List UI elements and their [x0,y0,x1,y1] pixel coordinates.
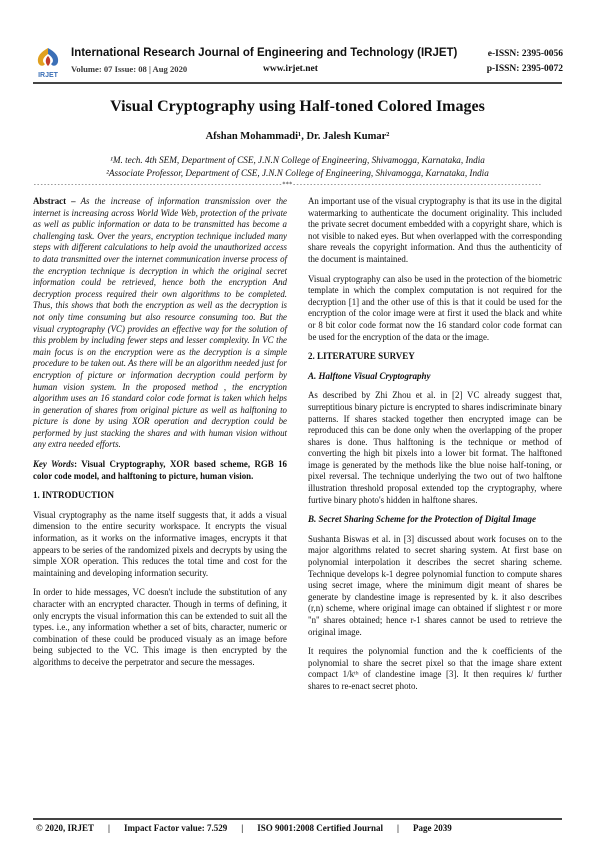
footer-iso: ISO 9001:2008 Certified Journal [257,823,384,833]
logo-text: IRJET [38,72,58,79]
keywords-text: : Visual Cryptography, XOR based scheme, RGB 16 color code model, and halftoning to picture, human vision. [33,459,287,481]
eissn: e-ISSN: 2395-0056 [487,49,563,59]
affiliation-2: ²Associate Professor, Department of CSE, J.N.N College of Engineering, Shivamogga, Karnataka, India [106,168,489,178]
right-column [308,196,562,701]
footer-rule [33,818,562,820]
footer-impact-label: Impact Factor value: [123,823,205,833]
subsection-heading-halftone: A. Halftone Visual Cryptography [308,370,431,381]
secret-sharing-paragraph-2: It requires the polynomial function and the k coefficients of the polynomial to share the secret pixel so that the image share extent compact 1/kᵗʰ of clandestine image [3]. It then requires k/ further shares to re-enact secret photo. [308,646,562,691]
intro-paragraph-2: In order to hide messages, VC doesn't include the substitution of any character with an encrypted character. Though in terms of defining, it only encrypts the visual information this can be extended to suit all the types. i.e., any information whether a set of bits, character, numeric or combination of these could be produced visualy as an image before being subjected to the VC. This image is then encrypted by the algorithms to deceive the perpetrator and secure the messages. [33,587,287,667]
abstract [33,196,287,451]
pissn: p-ISSN: 2395-0072 [486,64,563,74]
footer-copyright: © 2020, IRJET [36,823,94,833]
secret-sharing-paragraph-1: Sushanta Biswas et al. in [3] discussed about work focuses on to the major algorithms related to secret sharing system. At first base on polynomial interpolation it describes the secret sharing scheme. Technique develops k-1 degree polynomial function to compute shares using secret image, where the minimum digit meant of shares be generate by clandestine image is represented by k. it also describes (r,n) scheme, where original image can obtained if slightest r or more "n" shares obtained; hence r-1 shares cannot be used to retrieve the original image. [308,533,562,637]
keywords [33,459,287,482]
paper-authors: Afshan Mohammadi¹, Dr. Jalesh Kumar² [205,131,390,142]
footer-impact-value: 7.529 [207,823,228,833]
abstract-text: As the increase of information transmission over the internet is increasing across World Wide Web, protection of the private as well as public information or data to be transmitted has become a challenging task. Over the years, encryption technique included many steps with different calculations to help avoid the unauthorized access to data transmitted over the internet communication inverse process of the encryption technique is decryption in which the original secret information could be retrieved, hence both the encryption And decryption process required their own algorithms to be completed. Thus, this shows that both the encryption as well as the decryption is not only time consuming but also resource consuming too. But the visual cryptography (VC) provides an effective way for the solution of this problem by including fewer steps and lesser complexity. In VC the main focus is on the encryption were as the decryption is a simple procedure to be taken out. As there will be an algorithm needed just for encryption of picture or information decryption could perform by human vision system. In the proposed method , the encryption algorithm uses an 16 standard color code format is taken which helps in generation of shares from original picture as well as halftoning to picture is done by using XOR operation and decryption could be performed by just stacking the shares and with human vision without any extra needed efforts. [33,196,287,450]
header-rule [33,82,562,84]
abstract-label: Abstract – [33,196,76,206]
right-paragraph-1: An important use of the visual cryptography is that its use in the digital watermarking to authenticate the document originality. This included the private secret document embedded with a copyright share, which is not visible to naked eyes. But when overlapped with the corresponding share reveals the copyright information. And thus the authenticity of the document is maintained. [308,196,562,264]
paper-title: Visual Cryptography using Half-toned Colored Images [110,98,485,115]
irjet-logo-icon [33,46,63,80]
journal-header [33,44,563,84]
section-heading-literature-survey: 2. LITERATURE SURVEY [308,351,415,362]
journal-website[interactable]: www.irjet.net [263,64,318,74]
intro-paragraph-1: Visual cryptography as the name itself suggests that, it adds a visual dimension to the entire security workspace. It encrypts the visual information, as it works on the informative images, encrypts it that appears to be series of the randomized pixels and decrypts by using the simple XOR operation. This reduces the total time and cost for the maintaining and developing information security. [33,509,287,578]
affiliation-1: ¹M. tech. 4th SEM, Department of CSE, J.N.N College of Engineering, Shivamogga, Karnataka, India [110,155,485,165]
left-column [33,196,287,677]
keywords-label: Key Words [33,459,75,470]
separator-line: -------------------------------------------------------------------------***------------------------------------------------------------------------- [33,181,542,188]
footer-page-number: Page 2039 [413,823,452,833]
volume-issue: Volume: 07 Issue: 08 | Aug 2020 [71,64,188,74]
journal-name: International Research Journal of Engineering and Technology (IRJET) [71,47,458,59]
subsection-heading-secret-sharing: B. Secret Sharing Scheme for the Protection of Digital Image [308,514,537,525]
halftone-paragraph: As described by Zhi Zhou et al. in [2] VC already suggest that, surreptitious binary picture is encrypted to shares indiscriminate binary patterns. If shares stacked together then encrypted image can be reproduced this can be done only when the overlapping of the proper shares is done. Thus halftoning is the technique or method of converting the high bit pixels into a lower bit format. The halftoned image is generated by the methods like the blue noise half-toning, or pixel reversal. The technique underlying the two out of two halftone illustration threshold proposal extended top the cryptography, where furtive binary photo's hidden in halftone shares. [308,390,562,505]
section-heading-introduction: 1. INTRODUCTION [33,490,115,501]
page-footer: © 2020, IRJET | Impact Factor value: 7.529 | ISO 9001:2008 Certified Journal | Page 2039 [36,823,452,833]
right-paragraph-2: Visual cryptography can also be used in the protection of the biometric template in which the complex computation is not required for the decryption [1] and the other use of this is that it could be used for the encryption of the color image were at first it used the black and white or 8 bit color code format now the 16 standard color code format can be used for the encryption of the data or the image. [308,273,562,342]
